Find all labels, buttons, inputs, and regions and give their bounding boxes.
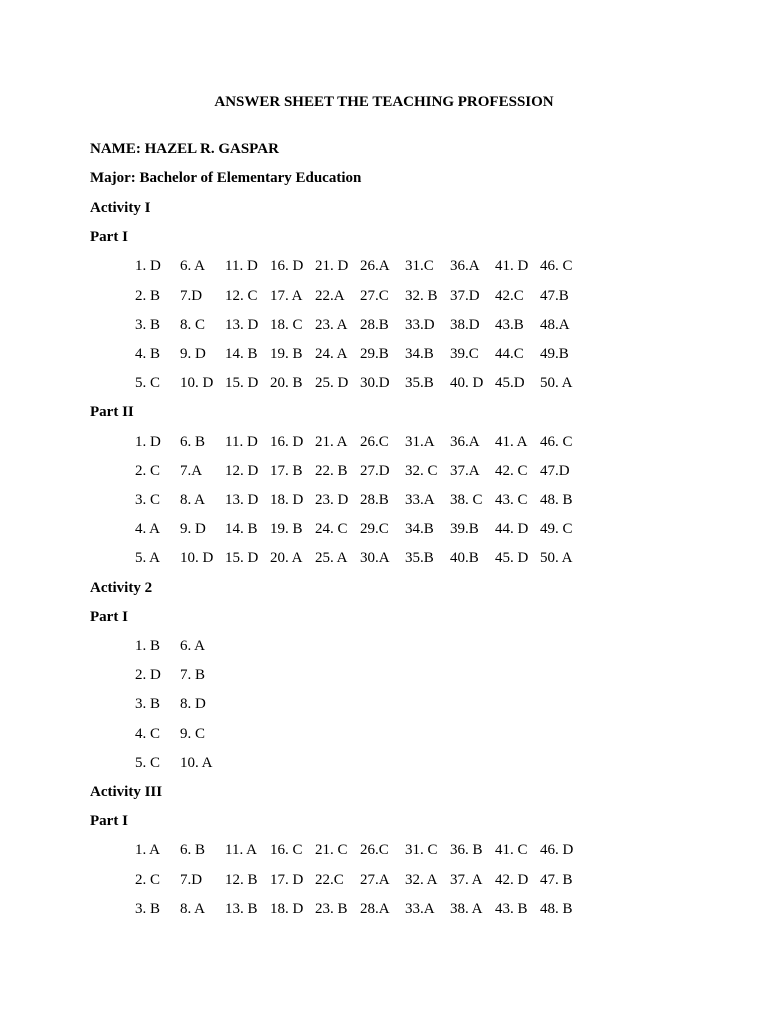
answer-cell: 22.A <box>315 287 345 304</box>
answer-cell: 13. D <box>225 316 259 333</box>
answer-cell: 43. C <box>495 492 528 508</box>
answer-cell: 10. D <box>180 550 214 567</box>
answer-cell: 17. D <box>270 871 304 888</box>
answer-cell: 6. A <box>180 258 206 275</box>
answer-cell: 7.D <box>180 871 203 888</box>
answer-cell: 38. A <box>450 900 483 917</box>
answer-cell: 15. D <box>225 375 259 392</box>
answer-cell: 30.A <box>360 550 390 567</box>
answer-cell: 7.A <box>180 462 203 479</box>
answer-row <box>0 286 768 306</box>
answer-cell: 36.A <box>450 258 480 275</box>
answer-cell: 48.A <box>540 316 570 333</box>
answer-cell: 31. C <box>405 842 438 859</box>
answer-cell: 1. A <box>135 842 161 859</box>
answer-cell: 11. D <box>225 433 258 450</box>
answer-row <box>0 636 768 656</box>
answer-row <box>0 840 768 860</box>
answer-cell: 33.D <box>405 316 435 333</box>
answer-cell: 31.C <box>405 258 434 275</box>
answer-cell: 49. C <box>540 521 573 538</box>
part-heading: Part I <box>90 813 128 830</box>
answer-cell: 17. A <box>270 287 303 304</box>
answer-cell: 38.D <box>450 316 480 333</box>
answer-cell: 49.B <box>540 346 569 362</box>
answer-cell: 18. D <box>270 900 304 917</box>
answer-cell: 31.A <box>405 433 435 450</box>
answer-cell: 20. A <box>270 550 303 567</box>
answer-cell: 26.A <box>360 258 390 275</box>
answer-cell: 3. B <box>135 696 161 713</box>
answer-cell: 34.B <box>405 521 434 538</box>
answer-cell: 33.A <box>405 492 435 508</box>
answer-cell: 21. D <box>315 258 349 275</box>
answer-row <box>0 899 768 919</box>
answer-cell: 4. A <box>135 521 161 538</box>
answer-cell: 21. A <box>315 433 348 450</box>
answer-cell: 32. B <box>405 287 438 304</box>
part-heading: Part I <box>90 608 128 625</box>
answer-cell: 28.A <box>360 900 390 917</box>
answer-cell: 43. B <box>495 900 528 917</box>
answer-cell: 50. A <box>540 550 573 567</box>
answer-cell: 14. B <box>225 346 258 362</box>
answer-cell: 44.C <box>495 346 524 362</box>
answer-row <box>0 548 768 568</box>
answer-row <box>0 432 768 452</box>
answer-cell: 41. D <box>495 258 529 275</box>
answer-cell: 3. C <box>135 492 161 508</box>
answer-cell: 45. D <box>495 550 529 567</box>
answer-cell: 25. A <box>315 550 348 567</box>
answer-cell: 8. A <box>180 492 206 508</box>
answer-cell: 23. B <box>315 900 348 917</box>
answer-cell: 25. D <box>315 375 349 392</box>
student-major: Major: Bachelor of Elementary Education <box>90 170 362 186</box>
answer-cell: 50. A <box>540 375 573 392</box>
answer-cell: 44. D <box>495 521 529 538</box>
answer-cell: 9. D <box>180 346 206 362</box>
answer-cell: 8. A <box>180 900 206 917</box>
answer-cell: 22. B <box>315 462 348 479</box>
answer-cell: 6. B <box>180 842 206 859</box>
answer-cell: 5. C <box>135 375 161 392</box>
answer-cell: 32. A <box>405 871 438 888</box>
answer-cell: 16. D <box>270 433 304 450</box>
answer-cell: 23. A <box>315 316 348 333</box>
answer-cell: 39.C <box>450 346 479 362</box>
answer-cell: 12. C <box>225 287 258 304</box>
answer-cell: 32. C <box>405 462 438 479</box>
answer-cell: 7.D <box>180 287 203 304</box>
answer-cell: 29.C <box>360 521 389 538</box>
answer-cell: 33.A <box>405 900 435 917</box>
answer-cell: 47.D <box>540 462 570 479</box>
answer-cell: 47.B <box>540 287 569 304</box>
answer-row <box>0 344 768 364</box>
part-heading: Part II <box>90 404 134 421</box>
answer-cell: 5. A <box>135 550 161 567</box>
answer-cell: 41. C <box>495 842 528 859</box>
answer-row <box>0 490 768 510</box>
answer-cell: 39.B <box>450 521 479 538</box>
answer-cell: 27.D <box>360 462 390 479</box>
answer-cell: 36.A <box>450 433 480 450</box>
answer-row <box>0 461 768 481</box>
answer-cell: 26.C <box>360 842 389 859</box>
answer-cell: 46. C <box>540 258 573 275</box>
answer-cell: 6. B <box>180 433 206 450</box>
answer-row <box>0 373 768 393</box>
answer-cell: 1. B <box>135 638 161 654</box>
answer-cell: 8. C <box>180 316 206 333</box>
answer-cell: 15. D <box>225 550 259 567</box>
answer-cell: 21. C <box>315 842 348 859</box>
answer-cell: 18. D <box>270 492 304 508</box>
answer-cell: 4. C <box>135 725 161 742</box>
answer-cell: 14. B <box>225 521 258 538</box>
answer-cell: 23. D <box>315 492 349 508</box>
answer-cell: 11. A <box>225 842 257 859</box>
answer-cell: 37.D <box>450 287 480 304</box>
activity-heading: Activity III <box>90 784 163 800</box>
answer-cell: 42. C <box>495 462 528 479</box>
document-title: ANSWER SHEET THE TEACHING PROFESSION <box>214 94 554 110</box>
answer-cell: 47. B <box>540 871 573 888</box>
answer-cell: 48. B <box>540 900 573 917</box>
part-heading: Part I <box>90 229 128 246</box>
answer-row <box>0 315 768 335</box>
answer-cell: 8. D <box>180 696 206 713</box>
answer-cell: 24. C <box>315 521 348 538</box>
answer-cell: 30.D <box>360 375 390 392</box>
answer-cell: 6. A <box>180 638 206 654</box>
answer-row <box>0 256 768 276</box>
answer-cell: 13. D <box>225 492 259 508</box>
answer-row <box>0 665 768 685</box>
answer-cell: 34.B <box>405 346 434 362</box>
answer-cell: 16. D <box>270 258 304 275</box>
answer-cell: 11. D <box>225 258 258 275</box>
answer-cell: 40.B <box>450 550 479 567</box>
answer-cell: 7. B <box>180 667 206 684</box>
answer-cell: 36. B <box>450 842 483 859</box>
answer-cell: 22.C <box>315 871 344 888</box>
answer-row <box>0 694 768 714</box>
answer-cell: 28.B <box>360 492 389 508</box>
answer-cell: 2. D <box>135 667 161 684</box>
answer-cell: 27.C <box>360 287 389 304</box>
answer-cell: 28.B <box>360 316 389 333</box>
answer-cell: 12. D <box>225 462 259 479</box>
answer-cell: 35.B <box>405 375 434 392</box>
answer-cell: 42. D <box>495 871 529 888</box>
answer-cell: 38. C <box>450 492 483 508</box>
answer-cell: 3. B <box>135 900 161 917</box>
student-name: NAME: HAZEL R. GASPAR <box>90 141 279 157</box>
answer-cell: 24. A <box>315 346 348 362</box>
activity-heading: Activity 2 <box>90 579 153 596</box>
answer-row <box>0 519 768 539</box>
answer-row <box>0 724 768 744</box>
answer-cell: 48. B <box>540 492 573 508</box>
answer-cell: 27.A <box>360 871 390 888</box>
answer-cell: 46. C <box>540 433 573 450</box>
answer-cell: 40. D <box>450 375 484 392</box>
answer-cell: 10. D <box>180 375 214 392</box>
answer-cell: 35.B <box>405 550 434 567</box>
answer-cell: 37. A <box>450 871 483 888</box>
answer-cell: 3. B <box>135 316 161 333</box>
answer-cell: 9. C <box>180 725 206 742</box>
answer-cell: 1. D <box>135 258 161 275</box>
answer-cell: 26.C <box>360 433 389 450</box>
answer-row <box>0 870 768 890</box>
answer-cell: 45.D <box>495 375 525 392</box>
answer-cell: 29.B <box>360 346 389 362</box>
answer-cell: 41. A <box>495 433 528 450</box>
answer-cell: 10. A <box>180 754 213 771</box>
answer-cell: 19. B <box>270 346 303 362</box>
answer-cell: 2. C <box>135 462 161 479</box>
activity-heading: Activity I <box>90 200 151 216</box>
answer-cell: 13. B <box>225 900 258 917</box>
answer-cell: 12. B <box>225 871 258 888</box>
answer-cell: 20. B <box>270 375 303 392</box>
answer-cell: 5. C <box>135 754 161 771</box>
answer-cell: 16. C <box>270 842 303 859</box>
answer-cell: 1. D <box>135 433 161 450</box>
answer-cell: 43.B <box>495 316 524 333</box>
answer-cell: 17. B <box>270 462 303 479</box>
answer-cell: 42.C <box>495 287 524 304</box>
answer-cell: 46. D <box>540 842 574 859</box>
answer-cell: 19. B <box>270 521 303 538</box>
answer-cell: 2. C <box>135 871 161 888</box>
answer-cell: 2. B <box>135 287 161 304</box>
answer-cell: 37.A <box>450 462 480 479</box>
answer-cell: 9. D <box>180 521 206 538</box>
answer-cell: 18. C <box>270 316 303 333</box>
answer-cell: 4. B <box>135 346 161 362</box>
answer-row <box>0 753 768 773</box>
